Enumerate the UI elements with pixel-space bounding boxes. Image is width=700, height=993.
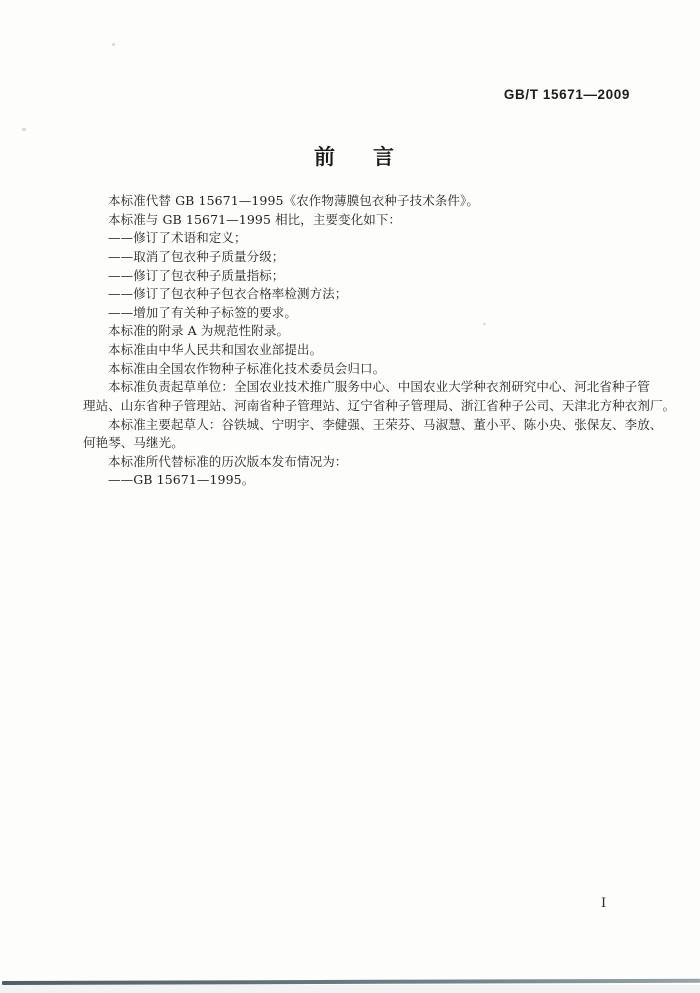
foreword-line: 本标准代替 GB 15671—1995《农作物薄膜包衣种子技术条件》。 (108, 193, 479, 208)
foreword-body (83, 192, 676, 490)
scan-speck (112, 43, 115, 46)
foreword-line: 本标准所代替标准的历次版本发布情况为： (108, 453, 348, 469)
foreword-line: 本标准主要起草人：谷铁城、宁明宇、李健强、王荣芬、马淑慧、董小平、陈小央、张保友、李放、 (108, 416, 663, 432)
scan-speck (22, 128, 26, 131)
foreword-line: ——GB 15671—1995。 (108, 472, 255, 488)
page-title-char-2: 言 (373, 146, 394, 169)
foreword-line: ——取消了包衣种子质量分级； (108, 248, 285, 264)
scan-speck (483, 323, 486, 325)
page-title (0, 141, 700, 171)
foreword-line: 何艳琴、马继光。 (83, 435, 184, 451)
foreword-line: ——修订了术语和定义； (108, 230, 247, 246)
page-title-char-1: 前 (314, 146, 335, 169)
foreword-line: 理站、山东省种子管理站、河南省种子管理站、辽宁省种子管理局、浙江省种子公司、天津北方种衣剂厂。 (83, 397, 676, 413)
foreword-line: ——修订了包衣种子质量指标； (108, 267, 285, 283)
foreword-line: ——修订了包衣种子包衣合格率检测方法； (108, 286, 348, 302)
scan-bottom-margin (0, 985, 700, 993)
standard-code: GB/T 15671—2009 (503, 87, 630, 102)
foreword-line: 本标准由全国农作物种子标准化技术委员会归口。 (108, 360, 386, 376)
foreword-line: 本标准负责起草单位：全国农业技术推广服务中心、中国农业大学种衣剂研究中心、河北省种子管 (108, 379, 650, 395)
foreword-line: ——增加了有关种子标签的要求。 (108, 304, 298, 320)
page-number: Ⅰ (601, 896, 607, 911)
foreword-line: 本标准与 GB 15671—1995 相比，主要变化如下： (108, 211, 402, 227)
foreword-line: 本标准由中华人民共和国农业部提出。 (108, 342, 323, 357)
foreword-line: 本标准的附录 A 为规范性附录。 (108, 323, 290, 339)
